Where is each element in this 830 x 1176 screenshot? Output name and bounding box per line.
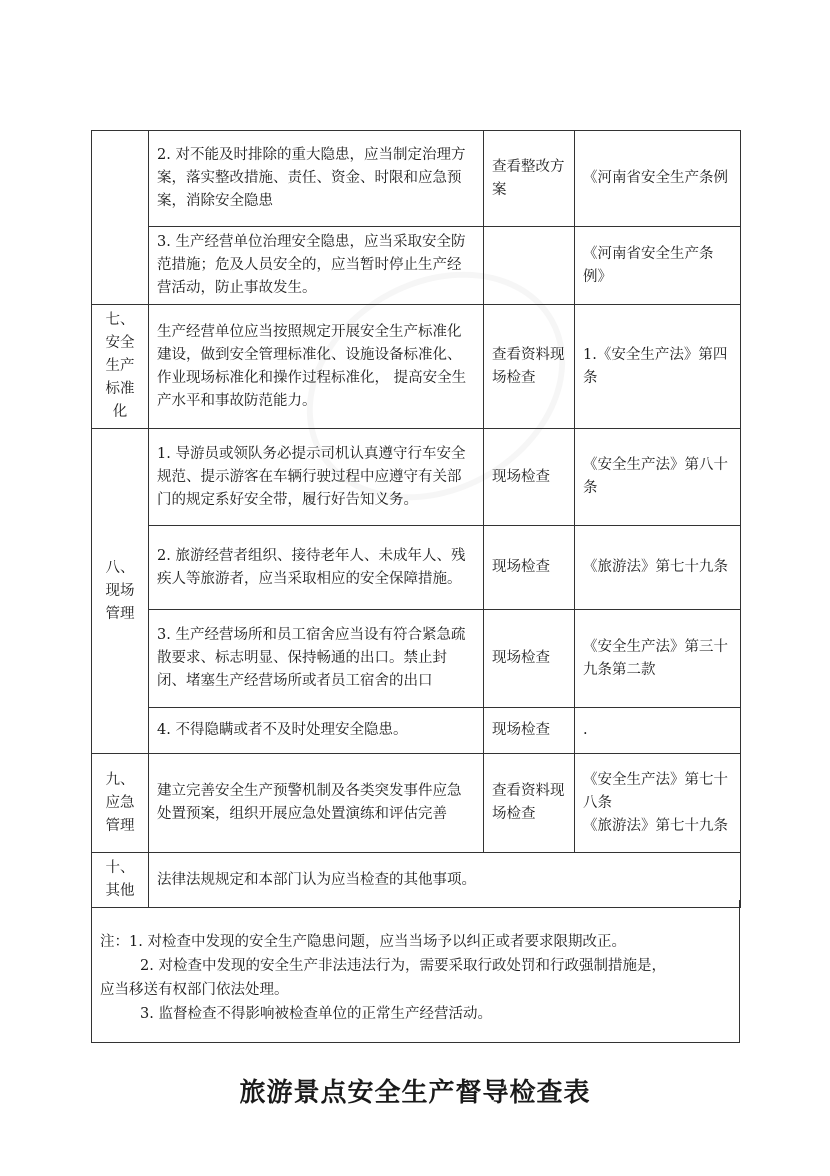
content-cell: 1. 导游员或领队务必提示司机认真遵守行车安全规范、提示游客在车辆行驶过程中应遵守有关部门的规定系好安全带，履行好告知义务。 bbox=[149, 429, 484, 526]
table-row bbox=[92, 708, 741, 754]
table-row bbox=[92, 610, 741, 708]
notes-box bbox=[91, 900, 740, 1043]
inspection-table bbox=[91, 130, 741, 908]
method-cell: 现场检查 bbox=[484, 429, 575, 526]
method-cell: 查看资料现场检查 bbox=[484, 754, 575, 853]
content-cell: 2. 对不能及时排除的重大隐患，应当制定治理方案，落实整改措施、责任、资金、时限和应急预案，消除安全隐患 bbox=[149, 131, 484, 227]
table-row bbox=[92, 227, 741, 305]
category-cell-empty bbox=[92, 131, 149, 305]
basis-cell bbox=[575, 754, 741, 853]
content-cell: 3. 生产经营场所和员工宿舍应当设有符合紧急疏散要求、标志明显、保持畅通的出口。禁止封闭、堵塞生产经营场所或者员工宿舍的出口 bbox=[149, 610, 484, 708]
table-row bbox=[92, 754, 741, 853]
basis-cell: 《河南省安全生产条例 bbox=[575, 131, 741, 227]
table-row bbox=[92, 526, 741, 610]
note-line: 2. 对检查中发现的安全生产非法违法行为，需要采取行政处罚和行政强制措施是， bbox=[140, 958, 666, 974]
basis-cell: 《安全生产法》第三十九条第二款 bbox=[575, 610, 741, 708]
basis-cell: 1.《安全生产法》第四条 bbox=[575, 305, 741, 429]
content-cell: 2. 旅游经营者组织、接待老年人、未成年人、残疾人等旅游者，应当采取相应的安全保障措施。 bbox=[149, 526, 484, 610]
method-cell: 查看资料现场检查 bbox=[484, 305, 575, 429]
method-cell: 查看整改方案 bbox=[484, 131, 575, 227]
category-cell: 七、安全生产标准化 bbox=[92, 305, 149, 429]
method-cell bbox=[484, 227, 575, 305]
content-cell: 4. 不得隐瞒或者不及时处理安全隐患。 bbox=[149, 708, 484, 754]
method-cell: 现场检查 bbox=[484, 708, 575, 754]
note-line: 应当移送有权部门依法处理。 bbox=[100, 982, 289, 998]
table-row bbox=[92, 429, 741, 526]
category-cell: 九、应急管理 bbox=[92, 754, 149, 853]
content-cell: 3. 生产经营单位治理安全隐患，应当采取安全防范措施；危及人员安全的，应当暂时停止生产经营活动，防止事故发生。 bbox=[149, 227, 484, 305]
basis-line: 《安全生产法》第七十八条 bbox=[583, 771, 728, 811]
category-cell: 十、其他 bbox=[92, 853, 149, 908]
content-cell: 生产经营单位应当按照规定开展安全生产标准化建设，做到安全管理标准化、设施设备标准化、作业现场标准化和操作过程标准化， 提高安全生产水平和事故防范能力。 bbox=[149, 305, 484, 429]
basis-line: 《旅游法》第七十九条 bbox=[583, 817, 728, 834]
table-row bbox=[92, 305, 741, 429]
basis-cell: . bbox=[575, 708, 741, 754]
content-cell: 建立完善安全生产预警机制及各类突发事件应急处置预案，组织开展应急处置演练和评估完善 bbox=[149, 754, 484, 853]
basis-cell: 《安全生产法》第八十条 bbox=[575, 429, 741, 526]
document-title: 旅游景点安全生产督导检查表 bbox=[239, 1078, 591, 1108]
basis-cell: 《河南省安全生产条例》 bbox=[575, 227, 741, 305]
content-cell: 法律法规规定和本部门认为应当检查的其他事项。 bbox=[149, 853, 741, 908]
method-cell: 现场检查 bbox=[484, 610, 575, 708]
note-line: 3. 监督检查不得影响被检查单位的正常生产经营活动。 bbox=[140, 1006, 492, 1022]
category-cell: 八、现场管理 bbox=[92, 429, 149, 754]
table-row bbox=[92, 131, 741, 227]
note-line: 注：1. 对检查中发现的安全生产隐患问题，应当当场予以纠正或者要求限期改正。 bbox=[100, 934, 626, 950]
basis-cell: 《旅游法》第七十九条 bbox=[575, 526, 741, 610]
method-cell: 现场检查 bbox=[484, 526, 575, 610]
